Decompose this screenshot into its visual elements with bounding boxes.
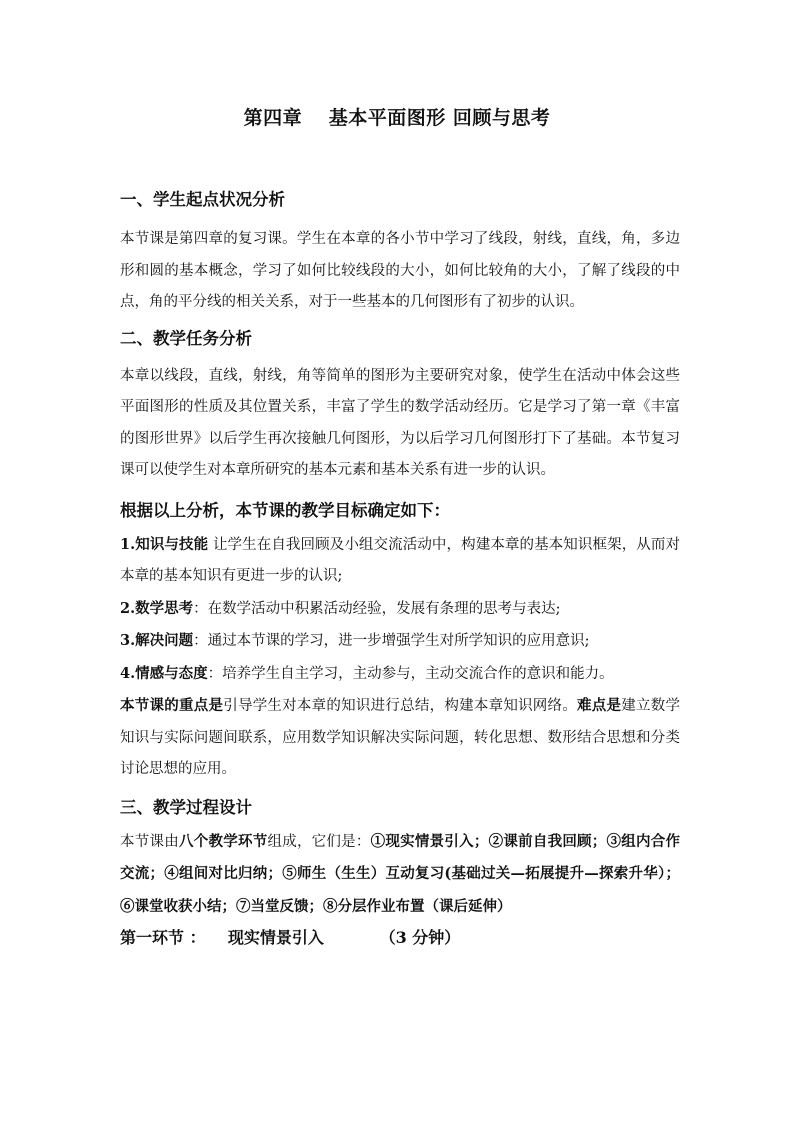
step1-time: （3 分钟） bbox=[379, 928, 461, 947]
goal-label: 4.情感与态度 bbox=[120, 664, 208, 682]
document-body bbox=[120, 188, 680, 948]
page-title: 第四章 基本平面图形 回顾与思考 bbox=[243, 107, 551, 129]
paragraph-task-analysis: 本章以线段，直线，射线，角等简单的图形为主要研究对象，使学生在活动中体会这些平面图形的性质及其位置关系，丰富了学生的数学活动经历。它是学习了第一章《丰富的图形世界》以后学生再次接触几何图形，为以后学习几何图形打下了基础。本节复习课可以使学生对本章所研究的基本元素和基本关系有进一步的认识。 bbox=[120, 367, 680, 478]
goal-item-2 bbox=[120, 593, 680, 626]
goal-label: 2.数学思考 bbox=[120, 599, 194, 617]
goals-heading: 根据以上分析，本节课的教学目标确定如下： bbox=[120, 500, 450, 520]
goal-item-4 bbox=[120, 658, 680, 691]
step1-heading bbox=[120, 925, 680, 948]
goal-item-1 bbox=[120, 529, 680, 593]
process-intro-tail: 组成，它们是： bbox=[267, 833, 371, 850]
goal-text: ：通过本节课的学习，进一步增强学生对所学知识的应用意识; bbox=[193, 633, 590, 649]
section-heading-student-analysis: 一、学生起点状况分析 bbox=[120, 190, 285, 209]
goal-label: 1.知识与技能 bbox=[120, 535, 209, 553]
paragraph-student-analysis: 本节课是第四章的复习课。学生在本章的各小节中学习了线段，射线，直线，角，多边形和圆的基本概念，学习了如何比较线段的大小，如何比较角的大小，了解了线段的中点，角的平分线的相关关系，对于一些基本的几何图形有了初步的认识。 bbox=[120, 231, 680, 310]
key-point-label: 本节课的重点是 bbox=[120, 697, 224, 714]
difficulty-label: 难点是 bbox=[577, 697, 622, 714]
step1-name: 现实情景引入 bbox=[227, 928, 324, 947]
process-intro: 本节课由 bbox=[120, 833, 179, 850]
key-point-text: 引导学生对本章的知识进行总结，构建本章知识网络。 bbox=[223, 698, 578, 714]
goal-text: 让学生在自我回顾及小组交流活动中，构建本章的基本知识框架，从而对本章的基本知识有更进一步的认识; bbox=[120, 536, 680, 584]
difficulty-text: 建立数学知识与实际问题间联系，应用数学知识解决实际问题，转化思想、数形结合思想和分类讨论思想的应用。 bbox=[120, 698, 681, 777]
goal-label: 3.解决问题 bbox=[120, 632, 194, 649]
goal-item-3 bbox=[120, 625, 680, 658]
goal-text: ：在数学活动中积累活动经验，发展有条理的思考与表达; bbox=[193, 600, 561, 617]
step1-label: 第一环节 ： bbox=[120, 928, 206, 947]
process-steps-paragraph bbox=[120, 826, 680, 924]
key-points-paragraph bbox=[120, 690, 680, 786]
goal-text: ：培养学生自主学习，主动参与，主动交流合作的意识和能力。 bbox=[207, 665, 614, 682]
section-heading-task-analysis: 二、教学任务分析 bbox=[120, 328, 252, 348]
section-heading-process-design: 三、教学过程设计 bbox=[120, 797, 252, 817]
process-count: 八个教学环节 bbox=[178, 832, 268, 850]
process-steps-list: ①现实情景引入；②课前自我回顾；③组内合作交流；④组间对比归纳；⑤师生（生生）互动复习(基础过关—拓展提升—探索升华）；⑥课堂收获小结；⑦当堂反馈；⑧分层作业布置（课后延伸） bbox=[120, 832, 681, 915]
